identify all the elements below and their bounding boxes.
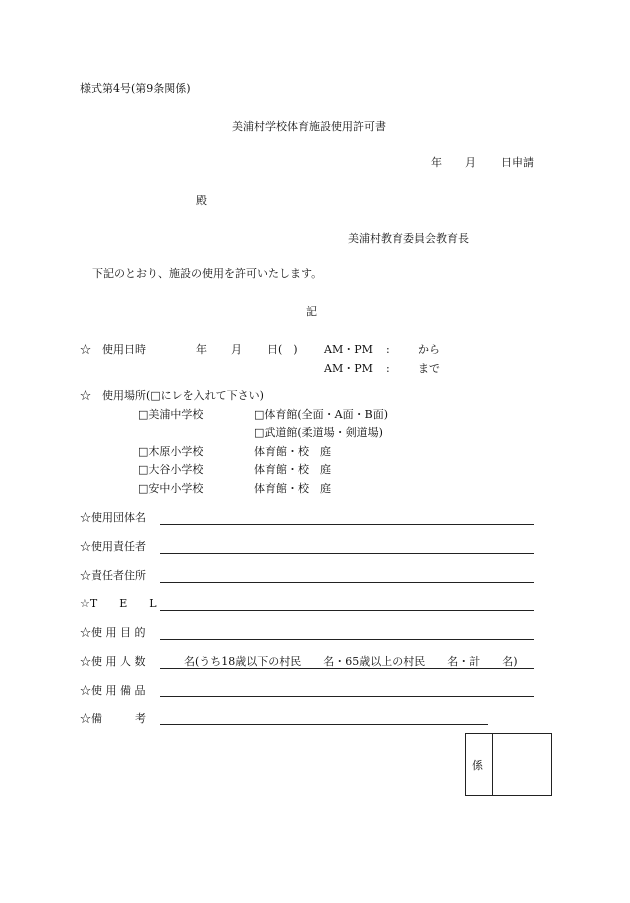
usage-place-label: ☆ 使用場所(□にレを入れて下さい) <box>80 389 264 402</box>
school-ooya[interactable]: □大谷小学校 <box>138 463 204 476</box>
tel-field[interactable] <box>160 610 534 611</box>
document-title: 美浦村学校体育施設使用許可書 <box>232 120 386 133</box>
responsible-address-label: ☆責任者住所 <box>80 569 146 582</box>
usage-colon-start: : <box>386 343 390 356</box>
ki-heading: 記 <box>306 305 317 318</box>
usage-day: 日( ) <box>267 343 298 356</box>
usage-to: まで <box>418 362 440 375</box>
usage-time-label: ☆ 使用日時 <box>80 343 146 356</box>
tel-label: ☆T E L <box>80 597 157 610</box>
stamp-label: 係 <box>472 759 483 772</box>
purpose-label: ☆使 用 目 的 <box>80 626 146 639</box>
school-annaka[interactable]: □安中小学校 <box>138 482 204 495</box>
form-number: 様式第4号(第9条関係) <box>80 82 191 95</box>
usage-year: 年 <box>196 343 207 356</box>
purpose-field[interactable] <box>160 639 534 640</box>
usage-ampm-start: AM・PM <box>324 343 373 356</box>
responsible-person-field[interactable] <box>160 553 534 554</box>
school-miho-middle[interactable]: □美浦中学校 <box>138 408 204 421</box>
group-name-label: ☆使用団体名 <box>80 511 146 524</box>
intro-text: 下記のとおり、施設の使用を許可いたします。 <box>92 267 323 280</box>
facility-gym-miho[interactable]: □体育館(全面・A面・B面) <box>254 408 389 421</box>
date-year-label: 年 <box>431 156 442 169</box>
facility-annaka: 体育館・校 庭 <box>254 482 331 495</box>
usage-colon-end: : <box>386 362 390 375</box>
group-name-field[interactable] <box>160 524 534 525</box>
count-field[interactable] <box>160 668 534 669</box>
date-month-label: 月 <box>465 156 476 169</box>
equipment-field[interactable] <box>160 696 534 697</box>
usage-from: から <box>418 343 440 356</box>
responsible-address-field[interactable] <box>160 582 534 583</box>
count-breakdown: 名(うち18歳以下の村民 名・65歳以上の村民 名・計 名) <box>184 655 518 668</box>
usage-month: 月 <box>231 343 242 356</box>
issuer-name: 美浦村教育委員会教育長 <box>348 232 469 245</box>
addressee-suffix: 殿 <box>196 194 207 207</box>
facility-ooya: 体育館・校 庭 <box>254 463 331 476</box>
responsible-person-label: ☆使用責任者 <box>80 540 146 553</box>
count-label: ☆使 用 人 数 <box>80 655 146 668</box>
usage-ampm-end: AM・PM <box>324 362 373 375</box>
school-kihara[interactable]: □木原小学校 <box>138 445 204 458</box>
stamp-divider <box>492 734 493 795</box>
stamp-box <box>465 733 552 796</box>
remarks-field[interactable] <box>160 724 488 725</box>
remarks-label: ☆備 考 <box>80 712 146 725</box>
facility-budokan[interactable]: □武道館(柔道場・剣道場) <box>254 426 383 439</box>
equipment-label: ☆使 用 備 品 <box>80 684 146 697</box>
facility-kihara: 体育館・校 庭 <box>254 445 331 458</box>
date-day-apply-label: 日申請 <box>501 156 534 169</box>
